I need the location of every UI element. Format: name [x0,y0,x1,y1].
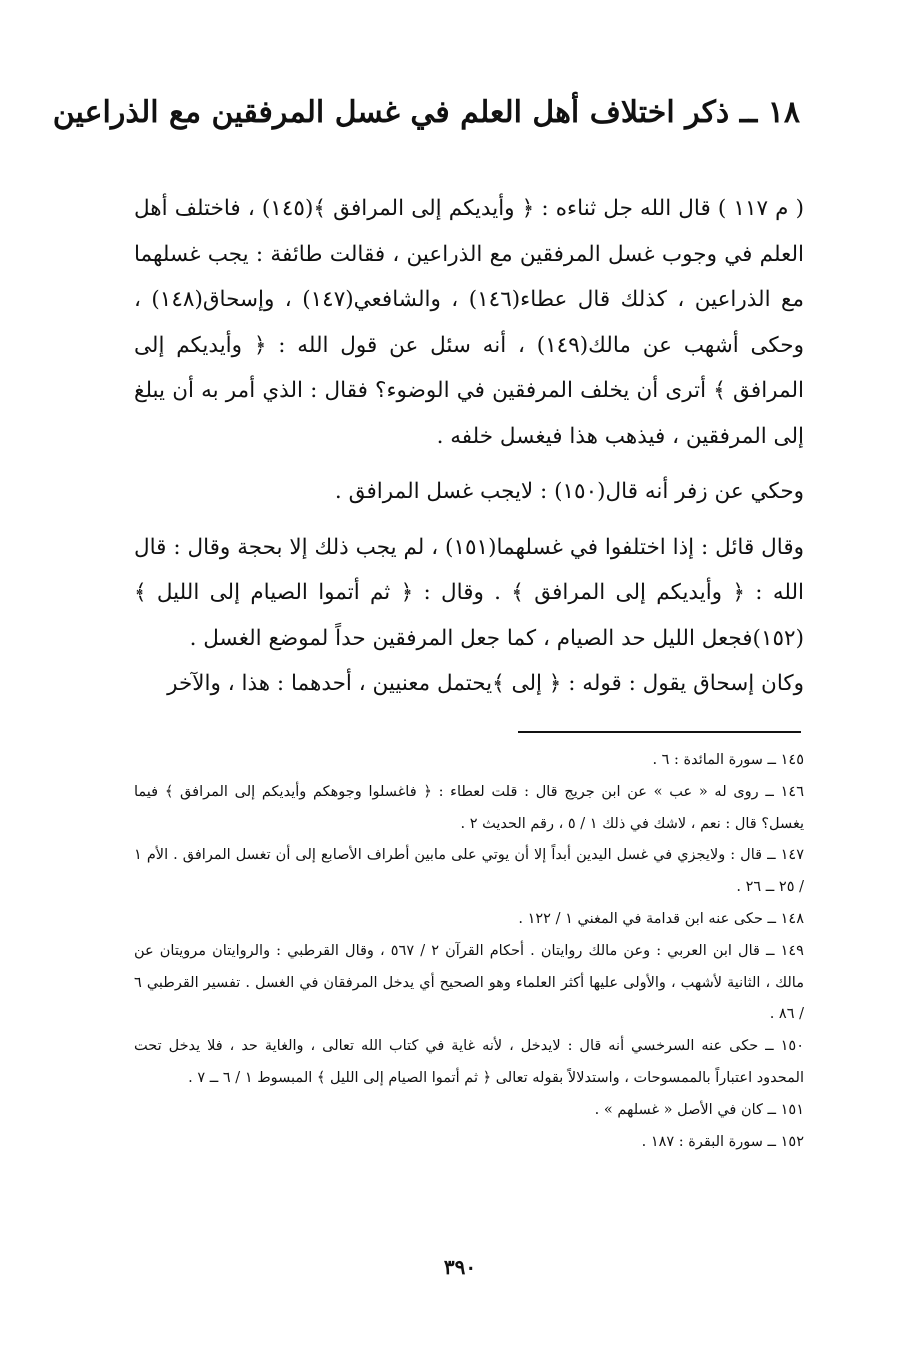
footnote-separator [518,731,801,733]
footnote: ١٤٨ ــ حكى عنه ابن قدامة في المغني ١ / ١٢٢ . [518,910,804,927]
paragraph: ( م ١١٧ ) قال الله جل ثناءه : ﴿ وأيديكم إلى المرافق ﴾(١٤٥) ، فاختلف أهل العلم في وجوب غسل المرفقين مع الذراعين ، فقالت طائفة : يجب غسلهما مع الذراعين ، كذلك قال عطاء(١٤٦) ، والشافعي(١٤٧) ، وإسحاق(١٤٨) ، وحكى أشهب عن مالك(١٤٩) ، أنه سئل عن قول الله : ﴿ وأيديكم إلى المرافق ﴾ أترى أن يخلف المرفقين في الوضوء؟ فقال : الذي أمر به أن يبلغ إلى المرفقين ، فيذهب هذا فيغسل خلفه . [134,196,805,449]
footnote: ١٥٠ ــ حكى عنه السرخسي أنه قال : لايدخل ، لأنه غاية في كتاب الله تعالى ، والغاية حد ، فلا يدخل تحت المحدود اعتباراً بالممسوحات ، واستدلالاً بقوله تعالى ﴿ ثم أتموا الصيام إلى الليل ﴾ المبسوط ١ / ٦ ــ ٧ . [134,1038,804,1086]
chapter-heading: ١٨ ــ ذكر اختلاف أهل العلم في غسل المرفقين مع الذراعين [52,95,800,130]
main-text [134,186,804,707]
page-number: ٣٩٠ [443,1255,477,1279]
footnote: ١٤٩ ــ قال ابن العربي : وعن مالك روايتان . أحكام القرآن ٢ / ٥٦٧ ، وقال القرطبي : والروايتان مرويتان عن مالك ، الثانية لأشهب ، والأولى عليها أكثر العلماء وهو الصحيح أي يدخل المرفقان في الغسل . تفسير القرطبي ٦ / ٨٦ . [134,942,804,1023]
footnotes [134,745,804,1158]
paragraph: وقال قائل : إذا اختلفوا في غسلهما(١٥١) ، لم يجب ذلك إلا بحجة وقال : قال الله : ﴿ وأيديكم إلى المرافق ﴾ . وقال : ﴿ ثم أتموا الصيام إلى الليل ﴾(١٥٢)فجعل الليل حد الصيام ، كما جعل المرفقين حداً لموضع الغسل . [134,534,804,651]
paragraph: وحكي عن زفر أنه قال(١٥٠) : لايجب غسل المرافق . [334,479,804,504]
footnote: ١٤٧ ــ قال : ولايجزي في غسل اليدين أبداً إلا أن يوتي على مابين أطراف الأصابع إلى أن تغسل المرافق . الأم ١ / ٢٥ ــ ٢٦ . [134,847,804,896]
footnote: ١٥١ ــ كان في الأصل « غسلهم » . [594,1101,804,1118]
footnote: ١٤٦ ــ روى له « عب » عن ابن جريج قال : قلت لعطاء : ﴿ فاغسلوا وجوهكم وأيديكم إلى المرافق ﴾ فيما يغسل؟ قال : نعم ، لاشك في ذلك ١ / ٥ ، رقم الحديث ٢ . [134,783,804,832]
paragraph: وكان إسحاق يقول : قوله : ﴿ إلى ﴾يحتمل معنيين ، أحدهما : هذا ، والآخر [167,671,804,696]
footnote: ١٥٢ ــ سورة البقرة : ١٨٧ . [641,1133,804,1150]
footnote: ١٤٥ ــ سورة المائدة : ٦ . [652,752,804,768]
